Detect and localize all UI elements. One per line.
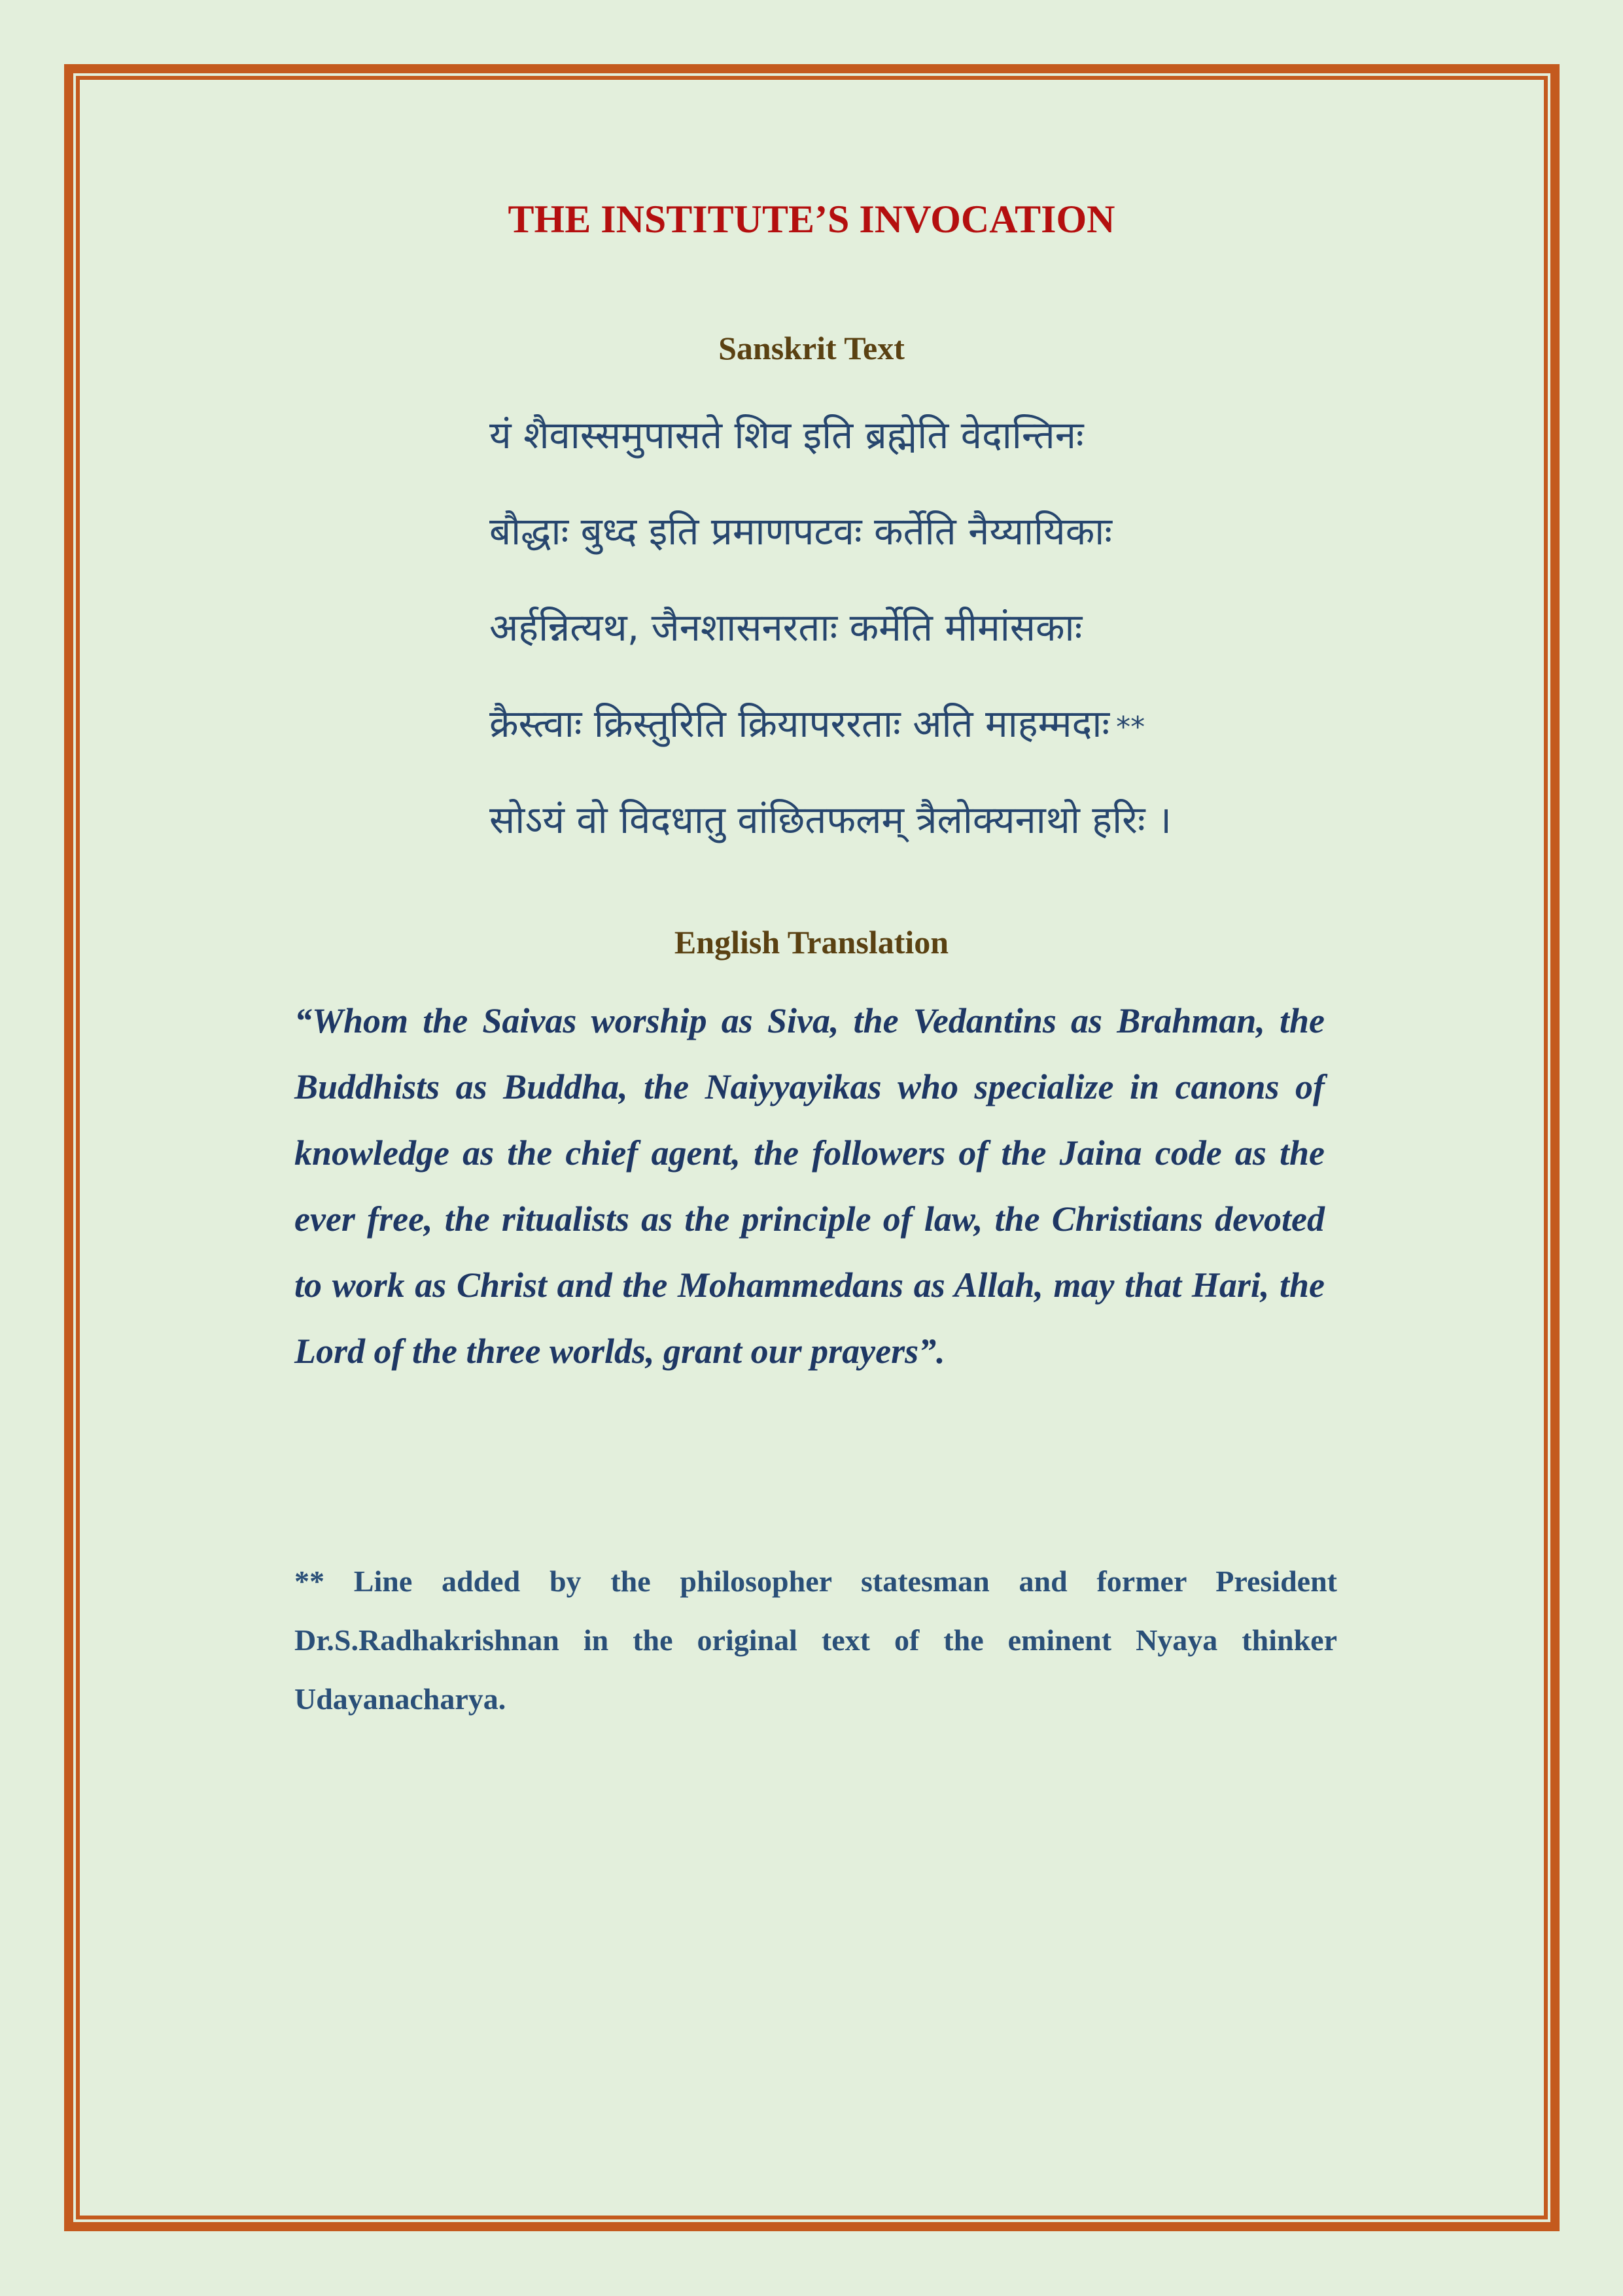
verse-line [489, 598, 1405, 694]
verse-line-text: सोऽयं वो विदधातु वांछितफलम् त्रैलोक्यनाथो हरिः । [489, 798, 1172, 842]
footnote: ** Line added by the philosopher statesman and former President Dr.S.Radhakrishnan in the original text of the eminent Nyaya thinker Udayanacharya. [294, 1564, 1337, 1716]
sanskrit-heading: Sanskrit Text [718, 330, 905, 366]
verse-line-text: यं शैवास्समुपासते शिव इति ब्रह्मेति वेदान्तिनः [489, 413, 1084, 457]
footnote-marker: ** [1116, 711, 1145, 744]
english-translation: “Whom the Saivas worship as Siva, the Vedantins as Brahman, the Buddhists as Buddha, the Naiyyayikas who specialize in canons of knowledge as the chief agent, the followers of the Jaina code as the ever free, the ritualists as the principle of law, the Christians devoted to work as Christ and the Mohammedans as Allah, may that Hari, the Lord of the three worlds, grant our prayers”. [294, 1001, 1325, 1371]
verse-line-text: क्रैस्त्वाः क्रिस्तुरिति क्रियापररताः अति माहम्मदाः [489, 701, 1110, 746]
english-heading: English Translation [674, 924, 949, 961]
page-title: THE INSTITUTE’S INVOCATION [508, 198, 1115, 241]
verse-line [489, 406, 1405, 502]
verse-line-text: अर्हन्नित्यथ, जैनशासनरताः कर्मेति मीमांसकाः [489, 605, 1083, 650]
verse-line-text: बौद्धाः बुध्द इति प्रमाणपटवः कर्तेति नैय्यायिकाः [489, 509, 1112, 554]
sanskrit-verse [489, 406, 1405, 887]
verse-line [489, 694, 1405, 790]
verse-line [489, 502, 1405, 598]
verse-line [489, 790, 1405, 887]
